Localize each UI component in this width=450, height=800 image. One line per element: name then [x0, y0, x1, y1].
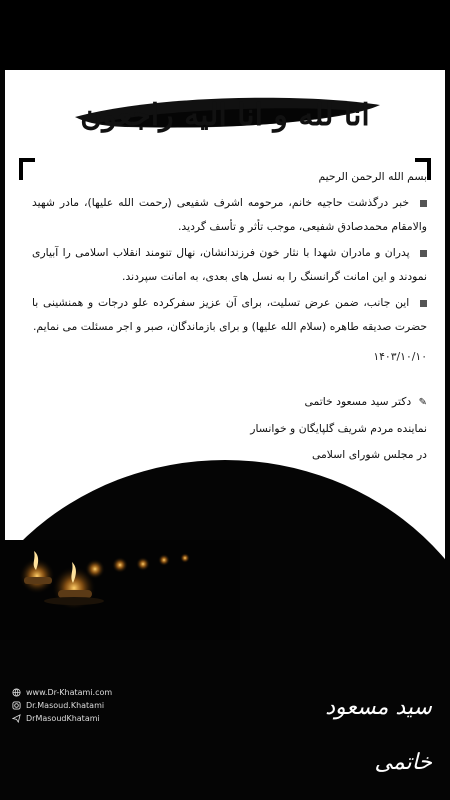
top-black-band — [0, 0, 450, 70]
paragraph-3-text: این جانب، ضمن عرض تسلیت، برای آن عزیز سفرکرده علو درجات و همنشینی با حضرت صدیقه طاهره (سلام الله علیها) و برای بازماندگان، صبر و اجر مسئلت می نمایم. — [32, 296, 427, 333]
instagram-link[interactable] — [12, 699, 112, 712]
signature-title-2: در مجلس شورای اسلامی — [312, 448, 427, 461]
white-panel — [5, 70, 445, 595]
instagram-label: Dr.Masoud.Khatami — [26, 701, 105, 710]
square-bullet-icon — [420, 200, 427, 207]
date-text: ۱۴۰۳/۱۰/۱۰ — [373, 350, 427, 363]
telegram-label: DrMasoudKhatami — [26, 714, 100, 723]
telegram-link[interactable] — [12, 712, 112, 725]
website-link[interactable] — [12, 686, 112, 699]
telegram-icon — [12, 714, 21, 723]
square-bullet-icon — [420, 250, 427, 257]
signature-name: دکتر سید مسعود خاتمی — [304, 395, 412, 408]
globe-icon — [12, 688, 21, 697]
paragraph-1 — [32, 191, 427, 239]
signature-name-line — [32, 389, 427, 416]
calligraphy-header — [5, 80, 445, 140]
paragraph-2 — [32, 241, 427, 289]
signature-logo: سید مسعود خاتمی — [325, 695, 432, 775]
instagram-icon — [12, 701, 21, 710]
website-label: www.Dr-Khatami.com — [26, 688, 113, 697]
candles-image — [0, 540, 240, 640]
paragraph-3 — [32, 291, 427, 339]
signature-block — [32, 389, 427, 468]
signature-title-1: نماینده مردم شریف گلپایگان و خوانسار — [250, 422, 427, 435]
footer-links — [12, 686, 112, 725]
paragraph-1-text: خبر درگذشت حاجیه خانم، مرحومه اشرف شفیعی (رحمت الله علیها)، مادر شهید والامقام محمدصادق شفیعی، موجب تأثر و تأسف گردید. — [32, 196, 427, 233]
square-bullet-icon — [420, 300, 427, 307]
pen-icon: ✎ — [418, 397, 427, 408]
message-body — [32, 165, 427, 468]
calligraphy-text: انا لله و انا الیه راجعون — [80, 98, 370, 133]
basmala: بسم الله الرحمن الرحیم — [318, 170, 427, 183]
paragraph-2-text: پدران و مادران شهدا با نثار خون فرزندانشان، نهال تنومند انقلاب اسلامی را آبیاری نمودند و این امانت گرانسنگ را به نسل های بعدی، به امانت سپردند. — [32, 246, 427, 283]
